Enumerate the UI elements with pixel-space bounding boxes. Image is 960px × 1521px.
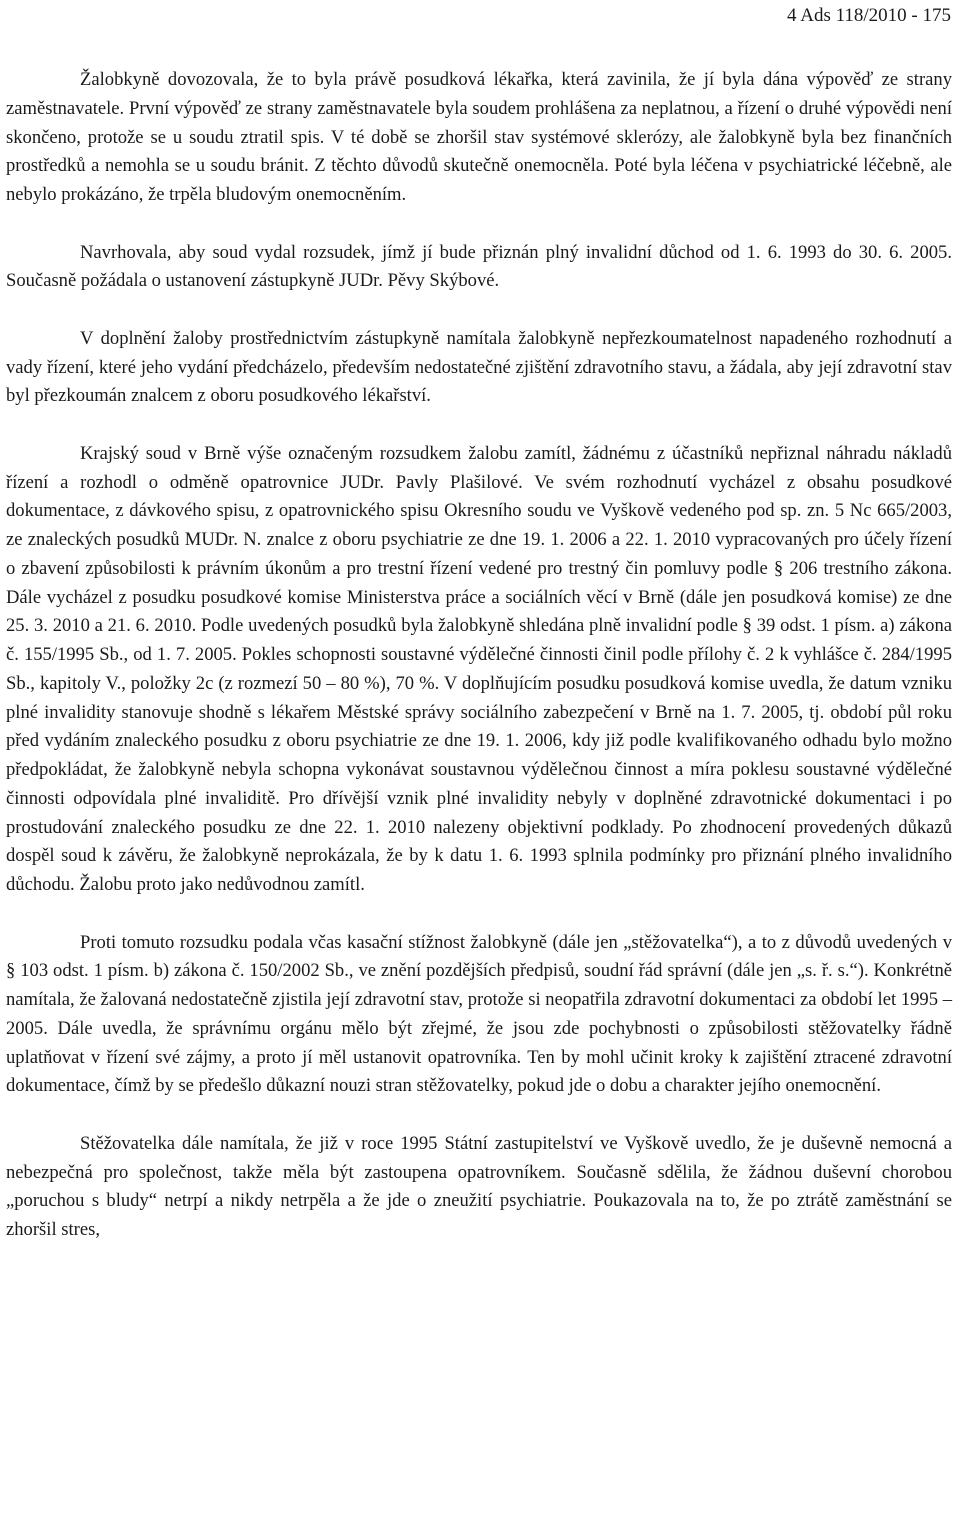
document-body (6, 66, 952, 1245)
paragraph-5: Proti tomuto rozsudku podala včas kasační stížnost žalobkyně (dále jen „stěžovatelka“), a to z důvodů uvedených v § 103 odst. 1 písm. b) zákona č. 150/2002 Sb., ve znění pozdějších předpisů, soudní řád správní (dále jen „s. ř. s.“). Konkrétně namítala, že žalovaná nedostatečně zjistila její zdravotní stav, protože si neopatřila zdravotní dokumentaci za období let 1995 – 2005. Dále uvedla, že správnímu orgánu mělo být zřejmé, že jsou zde pochybnosti o způsobilosti stěžovatelky řádně uplatňovat v řízení své zájmy, a proto jí měl ustanovit opatrovníka. Ten by mohl učinit kroky k zajištění ztracené zdravotní dokumentace, čímž by se předešlo důkazní nouzi stran stěžovatelky, pokud jde o dobu a charakter jejího onemocnění. (6, 931, 952, 1097)
case-number-header: 4 Ads 118/2010 - 175 (787, 5, 951, 26)
paragraph-3: V doplnění žaloby prostřednictvím zástupkyně namítala žalobkyně nepřezkoumatelnost napadeného rozhodnutí a vady řízení, které jeho vydání předcházelo, především nedostatečné zjištění zdravotního stavu, a žádala, aby její zdravotní stav byl přezkoumán znalcem z oboru posudkového lékařství. (6, 327, 952, 407)
paragraph-6: Stěžovatelka dále namítala, že již v roce 1995 Státní zastupitelství ve Vyškově uvedlo, že je duševně nemocná a nebezpečná pro společnost, takže měla být zastoupena opatrovníkem. Současně sdělila, že žádnou duševní chorobou „poruchou s bludy“ netrpí a nikdy netrpěla a že jde o zneužití psychiatrie. Poukazovala na to, že po ztrátě zaměstnání se zhoršil stres, (6, 1132, 952, 1240)
paragraph-2: Navrhovala, aby soud vydal rozsudek, jímž jí bude přiznán plný invalidní důchod od 1. 6. 1993 do 30. 6. 2005. Současně požádala o ustanovení zástupkyně JUDr. Pěvy Skýbové. (6, 241, 952, 292)
paragraph-4: Krajský soud v Brně výše označeným rozsudkem žalobu zamítl, žádnému z účastníků nepřiznal náhradu nákladů řízení a rozhodl o odměně opatrovnice JUDr. Pavly Plašilové. Ve svém rozhodnutí vycházel z obsahu posudkové dokumentace, z dávkového spisu, z opatrovnického spisu Okresního soudu ve Vyškově vedeného pod sp. zn. 5 Nc 665/2003, ze znaleckých posudků MUDr. N. znalce z oboru psychiatrie ze dne 19. 1. 2006 a 22. 1. 2010 vypracovaných pro účely řízení o zbavení způsobilosti k právním úkonům a pro trestní řízení vedené pro trestný čin pomluvy podle § 206 trestního zákona. Dále vycházel z posudku posudkové komise Ministerstva práce a sociálních věcí v Brně (dále jen posudková komise) ze dne 25. 3. 2010 a 21. 6. 2010. Podle uvedených posudků byla žalobkyně shledána plně invalidní podle § 39 odst. 1 písm. a) zákona č. 155/1995 Sb., od 1. 7. 2005. Pokles schopnosti soustavné výdělečné činnosti činil podle přílohy č. 2 k vyhlášce č. 284/1995 Sb., kapitoly V., položky 2c (z rozmezí 50 – 80 %), 70 %. V doplňujícím posudku posudková komise uvedla, že datum vzniku plné invalidity stanovuje shodně s lékařem Městské správy sociálního zabezpečení v Brně na 1. 7. 2005, tj. období půl roku před vydáním znaleckého posudku z oboru psychiatrie ze dne 19. 1. 2006, kdy již podle kvalifikovaného odhadu bylo možno předpokládat, že žalobkyně nebyla schopna vykonávat soustavnou výdělečnou činnost a míra poklesu soustavné výdělečné činnosti odpovídala plné invaliditě. Pro dřívější vznik plné invalidity nebyly v doplněné zdravotnické dokumentaci i po prostudování znaleckého posudku ze dne 22. 1. 2010 nalezeny objektivní podklady. Po zhodnocení provedených důkazů dospěl soud k závěru, že žalobkyně neprokázala, že by k datu 1. 6. 1993 splnila podmínky pro přiznání plného invalidního důchodu. Žalobu proto jako nedůvodnou zamítl. (6, 442, 952, 895)
paragraph-1: Žalobkyně dovozovala, že to byla právě posudková lékařka, která zavinila, že jí byla dána výpověď ze strany zaměstnavatele. První výpověď ze strany zaměstnavatele byla soudem prohlášena za neplatnou, a řízení o druhé výpovědi není skončeno, protože se u soudu ztratil spis. V té době se zhoršil stav systémové sklerózy, ale žalobkyně byla bez finančních prostředků a nemohla se u soudu bránit. Z těchto důvodů skutečně onemocněla. Poté byla léčena v psychiatrické léčebně, ale nebylo prokázáno, že trpěla bludovým onemocněním. (6, 69, 952, 205)
